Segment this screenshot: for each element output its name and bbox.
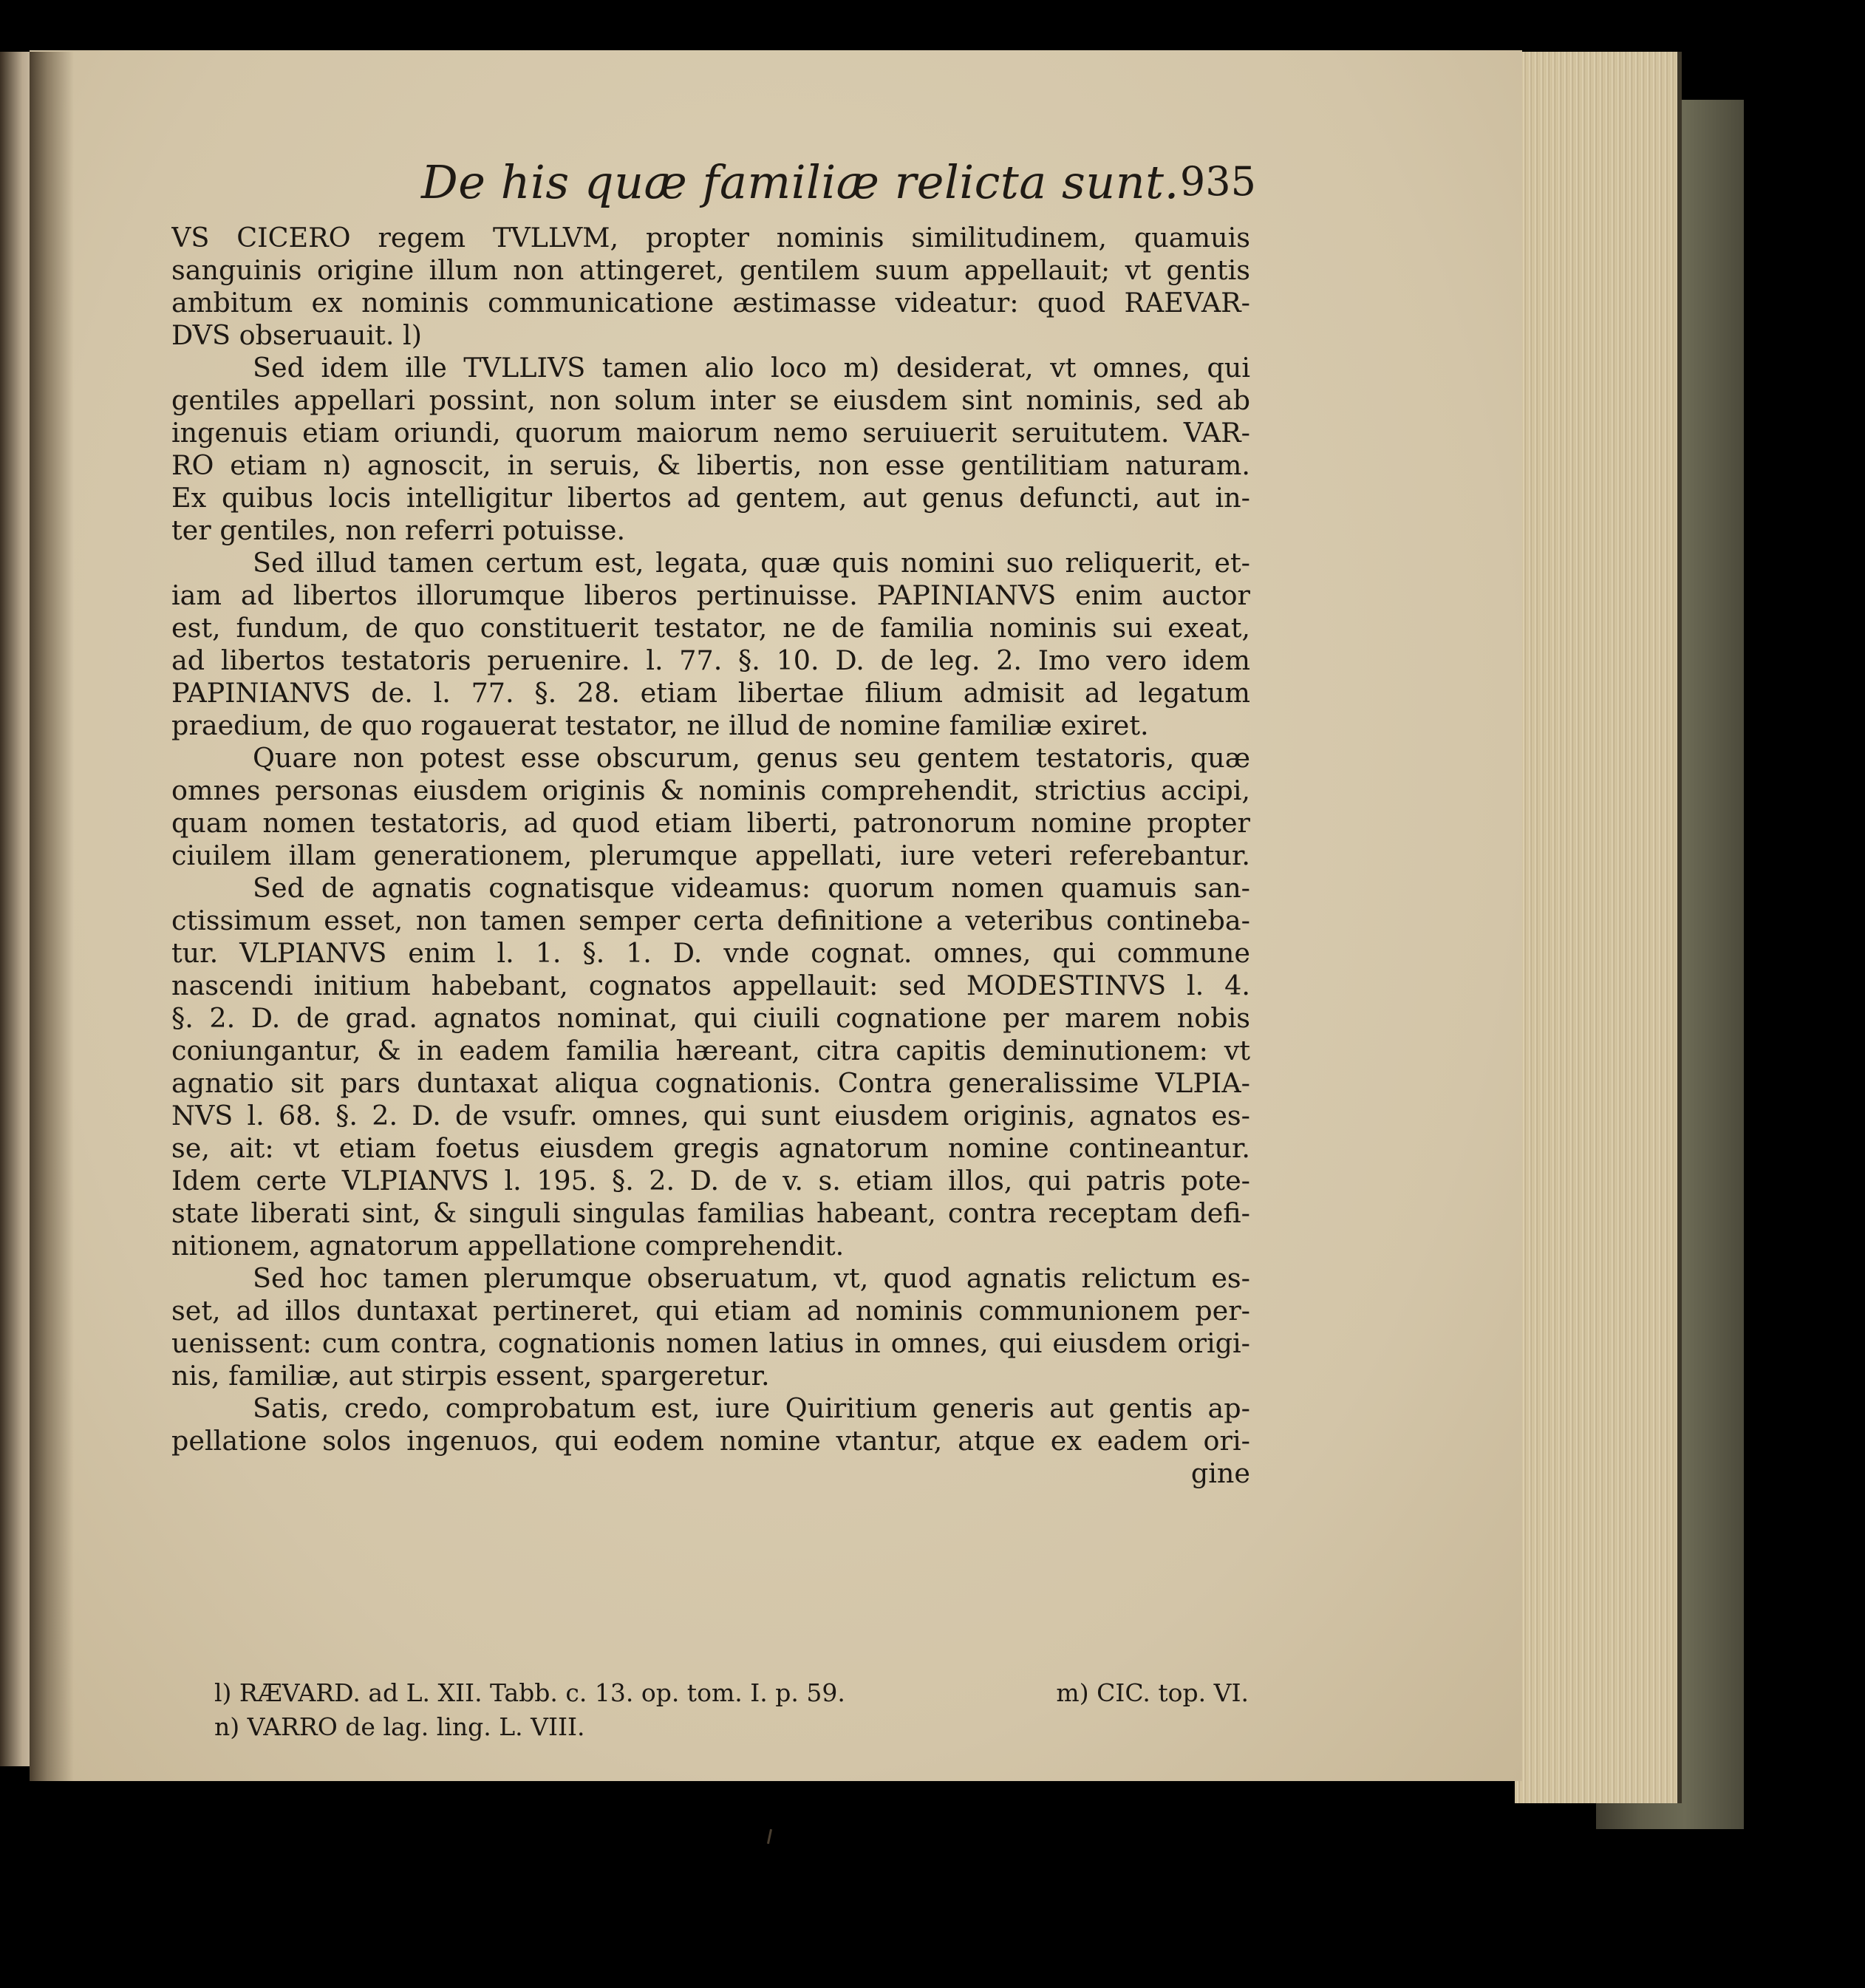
text-line: gentiles appellari possint, non solum inter se eiusdem sint nominis, sed ab	[171, 384, 1250, 416]
text-line: ter gentiles, non referri potuisse.	[171, 514, 626, 546]
text-line: DVS obseruauit. l)	[171, 319, 422, 351]
text-line: Sed idem ille TVLLIVS tamen alio loco m) desiderat, vt omnes, qui	[253, 352, 1250, 384]
text-line: nis, familiæ, aut stirpis essent, spargeretur.	[171, 1360, 770, 1392]
footnotes	[214, 1676, 1249, 1744]
text-line: uenissent: cum contra, cognationis nomen latius in omnes, qui eiusdem origi-	[171, 1327, 1250, 1359]
page-fore-edge	[1515, 52, 1682, 1803]
text-line: VS CICERO regem TVLLVM, propter nominis similitudinem, quamuis	[171, 222, 1250, 253]
page-header	[170, 155, 1256, 214]
text-line: agnatio sit pars duntaxat aliqua cognationis. Contra generalissime VLPIA-	[171, 1067, 1250, 1099]
text-line: se, ait: vt etiam foetus eiusdem gregis agnatorum nomine contineantur.	[171, 1132, 1250, 1164]
text-line: set, ad illos duntaxat pertineret, qui etiam ad nominis communionem per-	[171, 1295, 1250, 1327]
text-line: ciuilem illam generationem, plerumque appellati, iure veteri referebantur.	[171, 840, 1250, 871]
text-line: NVS l. 68. §. 2. D. de vsufr. omnes, qui sunt eiusdem originis, agnatos es-	[171, 1100, 1250, 1131]
text-line: praedium, de quo rogauerat testator, ne illud de nomine familiæ exiret.	[171, 709, 1149, 741]
text-line: Sed de agnatis cognatisque videamus: quorum nomen quamuis san-	[253, 872, 1250, 904]
text-line: §. 2. D. de grad. agnatos nominat, qui ciuili cognatione per marem nobis	[171, 1002, 1250, 1034]
text-line: ctissimum esset, non tamen semper certa definitione a veteribus contineba-	[171, 905, 1250, 936]
text-line: quam nomen testatoris, ad quod etiam liberti, patronorum nomine propter	[171, 807, 1250, 839]
text-line: state liberati sint, & singuli singulas familias habeant, contra receptam defi-	[171, 1197, 1250, 1229]
text-line: Idem certe VLPIANVS l. 195. §. 2. D. de v. s. etiam illos, qui patris pote-	[171, 1165, 1250, 1196]
footnote-l: l) RÆVARD. ad L. XII. Tabb. c. 13. op. tom. I. p. 59.	[214, 1678, 845, 1707]
text-line: PAPINIANVS de. l. 77. §. 28. etiam libertae filium admisit ad legatum	[171, 677, 1250, 709]
text-line: iam ad libertos illorumque liberos pertinuisse. PAPINIANVS enim auctor	[171, 579, 1250, 611]
text-line: nitionem, agnatorum appellatione comprehendit.	[171, 1230, 845, 1262]
text-line: RO etiam n) agnoscit, in seruis, & libertis, non esse gentilitiam naturam.	[171, 449, 1250, 481]
running-head: De his quæ familiæ relicta sunt.	[421, 155, 1179, 209]
text-line: nascendi initium habebant, cognatos appellauit: sed MODESTINVS l. 4.	[171, 970, 1250, 1001]
footnote-n: n) VARRO de lag. ling. L. VIII.	[214, 1712, 585, 1741]
text-line: tur. VLPIANVS enim l. 1. §. 1. D. vnde cognat. omnes, qui commune	[171, 937, 1250, 969]
text-line: ingenuis etiam oriundi, quorum maiorum nemo seruiuerit seruitutem. VAR-	[171, 417, 1250, 449]
text-line: Satis, credo, comprobatum est, iure Quiritium generis aut gentis ap-	[253, 1392, 1250, 1424]
page-number: 935	[1179, 158, 1256, 205]
text-line: omnes personas eiusdem originis & nominis comprehendit, strictius accipi,	[171, 775, 1250, 806]
text-line: coniungantur, & in eadem familia hæreant, citra capitis deminutionem: vt	[171, 1035, 1250, 1066]
text-line: sanguinis origine illum non attingeret, gentilem suum appellauit; vt gentis	[171, 254, 1250, 286]
text-line: ad libertos testatoris peruenire. l. 77. §. 10. D. de leg. 2. Imo vero idem	[171, 644, 1250, 676]
gutter-shadow	[30, 52, 74, 1781]
text-line: ambitum ex nominis communicatione æstimasse videatur: quod RAEVAR-	[171, 287, 1250, 319]
text-line: pellatione solos ingenuos, qui eodem nomine vtantur, atque ex eadem ori-	[171, 1425, 1250, 1457]
ink-mark	[767, 1829, 772, 1844]
body-text	[171, 222, 1250, 1490]
text-line: Sed hoc tamen plerumque obseruatum, vt, quod agnatis relictum es-	[253, 1262, 1250, 1294]
text-line: est, fundum, de quo constituerit testator, ne de familia nominis sui exeat,	[171, 612, 1250, 644]
text-line: Quare non potest esse obscurum, genus seu gentem testatoris, quæ	[253, 742, 1250, 774]
footnote-m: m) CIC. top. VI.	[1056, 1678, 1249, 1707]
catchword: gine	[1190, 1457, 1250, 1489]
text-line: Ex quibus locis intelligitur libertos ad gentem, aut genus defuncti, aut in-	[171, 482, 1250, 514]
text-line: Sed illud tamen certum est, legata, quæ quis nomini suo reliquerit, et-	[253, 547, 1250, 579]
